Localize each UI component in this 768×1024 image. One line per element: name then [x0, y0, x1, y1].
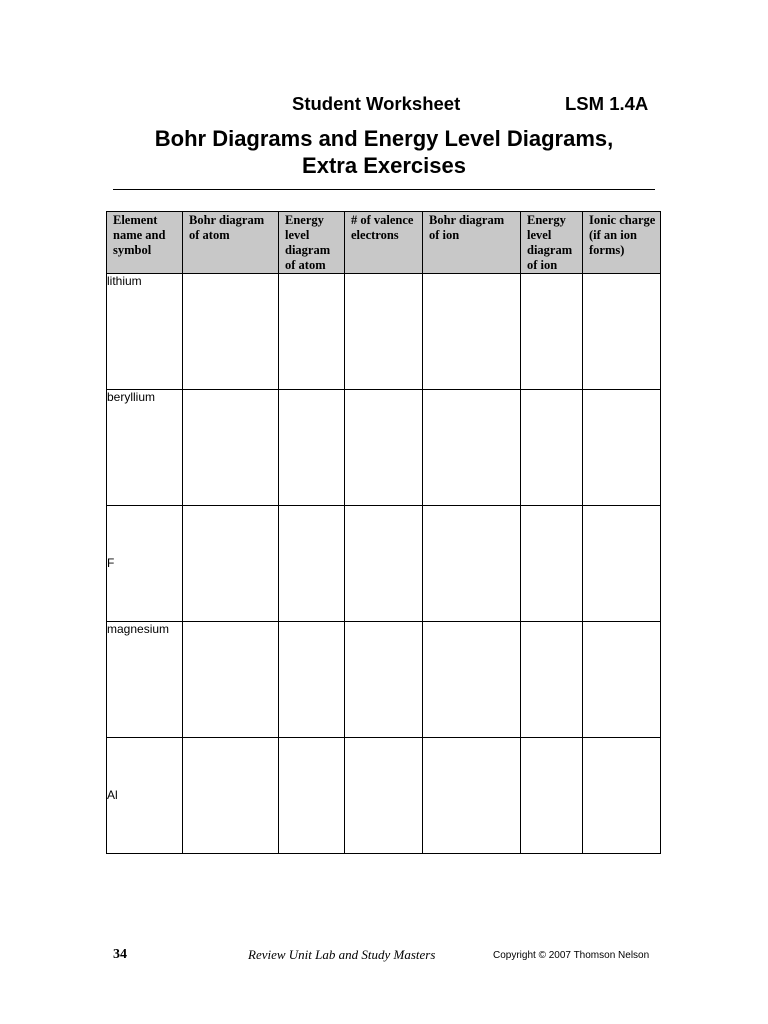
- answer-cell[interactable]: [583, 274, 661, 390]
- answer-cell[interactable]: [345, 274, 423, 390]
- title-divider: [113, 189, 655, 190]
- answer-cell[interactable]: [183, 506, 279, 622]
- answer-cell[interactable]: [345, 622, 423, 738]
- answer-cell[interactable]: [345, 738, 423, 854]
- book-title: Review Unit Lab and Study Masters: [248, 947, 436, 962]
- answer-cell[interactable]: [423, 506, 521, 622]
- element-name-cell: F: [107, 506, 183, 622]
- answer-cell[interactable]: [279, 390, 345, 506]
- page-title-line-1: Bohr Diagrams and Energy Level Diagrams,: [154, 126, 614, 151]
- answer-cell[interactable]: [345, 506, 423, 622]
- answer-cell[interactable]: [521, 622, 583, 738]
- table-row: [107, 622, 661, 738]
- column-header: # of valence electrons: [345, 212, 423, 274]
- column-header: Energy level diagram of atom: [279, 212, 345, 274]
- column-header: Element name and symbol: [107, 212, 183, 274]
- answer-cell[interactable]: [423, 622, 521, 738]
- element-name-cell: beryllium: [107, 390, 183, 506]
- answer-cell[interactable]: [521, 738, 583, 854]
- table-row: [107, 506, 661, 622]
- answer-cell[interactable]: [423, 390, 521, 506]
- answer-cell[interactable]: [279, 506, 345, 622]
- answer-cell[interactable]: [583, 506, 661, 622]
- answer-cell[interactable]: [521, 390, 583, 506]
- table-header-row: [107, 212, 661, 274]
- answer-cell[interactable]: [345, 390, 423, 506]
- answer-cell[interactable]: [423, 274, 521, 390]
- answer-cell[interactable]: [583, 622, 661, 738]
- answer-cell[interactable]: [279, 274, 345, 390]
- worksheet-table: [106, 211, 661, 854]
- element-name-cell: Al: [107, 738, 183, 854]
- answer-cell[interactable]: [183, 390, 279, 506]
- table-row: [107, 274, 661, 390]
- column-header: Bohr diagram of atom: [183, 212, 279, 274]
- answer-cell[interactable]: [183, 622, 279, 738]
- answer-cell[interactable]: [583, 390, 661, 506]
- answer-cell[interactable]: [521, 506, 583, 622]
- answer-cell[interactable]: [279, 622, 345, 738]
- worksheet-label: Student Worksheet: [292, 93, 461, 114]
- answer-cell[interactable]: [583, 738, 661, 854]
- table-row: [107, 738, 661, 854]
- element-name-cell: lithium: [107, 274, 183, 390]
- column-header: Bohr diagram of ion: [423, 212, 521, 274]
- answer-cell[interactable]: [183, 274, 279, 390]
- column-header: Energy level diagram of ion: [521, 212, 583, 274]
- page-title-line-2: Extra Exercises: [302, 153, 466, 178]
- answer-cell[interactable]: [521, 274, 583, 390]
- column-header: Ionic charge (if an ion forms): [583, 212, 661, 274]
- answer-cell[interactable]: [183, 738, 279, 854]
- table-row: [107, 390, 661, 506]
- copyright-notice: Copyright © 2007 Thomson Nelson: [493, 950, 650, 961]
- element-name-cell: magnesium: [107, 622, 183, 738]
- answer-cell[interactable]: [423, 738, 521, 854]
- lesson-code: LSM 1.4A: [565, 93, 649, 114]
- page-number: 34: [113, 947, 127, 962]
- answer-cell[interactable]: [279, 738, 345, 854]
